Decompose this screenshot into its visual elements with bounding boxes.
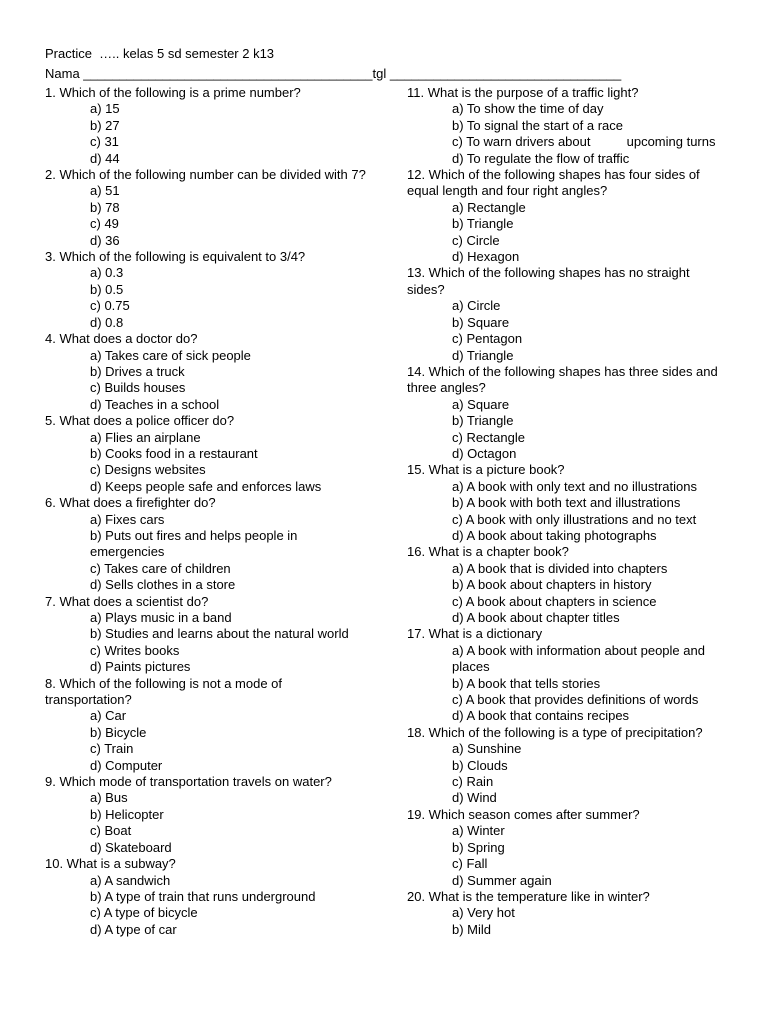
question-text: 12. Which of the following shapes has four sides of equal length and four right angles?	[407, 167, 700, 199]
option-c: c) 31	[90, 134, 119, 150]
option-c: c) 0.75	[90, 298, 130, 314]
question-17	[407, 626, 729, 724]
question-text: 13. Which of the following shapes has no straight sides?	[407, 265, 690, 297]
option-b: b) Triangle	[452, 216, 514, 232]
question-11	[407, 85, 729, 167]
option-b: b) A book about chapters in history	[452, 577, 652, 593]
option-d: d) Wind	[452, 790, 497, 806]
option-a: a) Circle	[452, 298, 501, 314]
option-a: a) Winter	[452, 823, 505, 839]
question-text: 18. Which of the following is a type of precipitation?	[407, 724, 703, 740]
option-c: c) Pentagon	[452, 331, 523, 347]
question-7	[45, 594, 367, 676]
option-d: d) Skateboard	[90, 839, 172, 855]
option-d: d) Sells clothes in a store	[90, 577, 236, 593]
option-d: d) Keeps people safe and enforces laws	[90, 478, 322, 494]
option-c: c) Rain	[452, 774, 494, 790]
question-text: 9. Which mode of transportation travels on water?	[45, 774, 332, 790]
option-d: d) Teaches in a school	[90, 396, 220, 412]
option-c: c) Designs websites	[90, 462, 206, 478]
question-18	[407, 725, 729, 807]
option-a: a) 51	[90, 183, 120, 199]
question-text: 14. Which of the following shapes has three sides and three angles?	[407, 363, 718, 396]
question-text: 11. What is the purpose of a traffic light?	[407, 85, 639, 100]
option-b: b) A type of train that runs underground	[90, 888, 316, 904]
option-a: a) Fixes cars	[90, 511, 165, 527]
question-text: 16. What is a chapter book?	[407, 544, 569, 560]
option-b: b) To signal the start of a race	[452, 117, 624, 133]
option-d: d) To regulate the flow of traffic	[452, 150, 630, 166]
option-c: c) A book with only illustrations and no text	[452, 511, 697, 527]
option-b: b) Clouds	[452, 757, 508, 773]
question-text: 8. Which of the following is not a mode of transportation?	[45, 675, 283, 708]
option-b: b) Triangle	[452, 413, 514, 429]
question-16	[407, 544, 729, 626]
question-text: 6. What does a firefighter do?	[45, 495, 216, 511]
question-20	[407, 889, 729, 938]
option-d: d) 44	[90, 150, 120, 166]
option-a: a) A sandwich	[90, 872, 171, 888]
right-column	[407, 85, 729, 938]
option-b: b) Cooks food in a restaurant	[90, 445, 258, 461]
option-a: a) 0.3	[90, 265, 124, 281]
option-b: b) Helicopter	[90, 806, 164, 822]
question-15	[407, 462, 729, 544]
question-19	[407, 807, 729, 889]
question-10	[45, 856, 367, 938]
option-a: a) To show the time of day	[452, 101, 604, 117]
option-c: c) Train	[90, 741, 134, 757]
question-9	[45, 774, 367, 856]
option-d: d) Triangle	[452, 347, 514, 363]
question-6	[45, 495, 367, 593]
question-text: 19. Which season comes after summer?	[407, 806, 640, 822]
question-5	[45, 413, 367, 495]
question-1	[45, 85, 367, 167]
option-c: c) Boat	[90, 823, 132, 839]
option-b: b) 27	[90, 117, 120, 133]
option-c: c) 49	[90, 216, 119, 232]
option-d: d) Summer again	[452, 872, 552, 888]
option-c: c) Takes care of children	[90, 560, 231, 576]
option-b: b) A book with both text and illustrations	[452, 495, 681, 511]
option-a: a) Square	[452, 396, 510, 412]
question-text: 20. What is the temperature like in winter?	[407, 888, 650, 904]
option-d: d) 36	[90, 232, 120, 248]
option-a: a) Very hot	[452, 905, 515, 921]
option-c: c) Circle	[452, 232, 500, 248]
option-a: a) Takes care of sick people	[90, 347, 251, 363]
option-d: d) A type of car	[90, 921, 177, 937]
left-column	[45, 85, 367, 938]
option-d: d) Hexagon	[452, 249, 520, 265]
option-c: c) To warn drivers about upcoming turns	[452, 134, 716, 150]
option-c: c) A type of bicycle	[90, 905, 198, 921]
option-a: a) A book that is divided into chapters	[452, 560, 668, 576]
question-8	[45, 676, 367, 774]
question-text: 2. Which of the following number can be divided with 7?	[45, 167, 366, 183]
option-b: b) Spring	[452, 839, 505, 855]
option-b: b) Puts out fires and helps people in emergencies	[90, 527, 298, 560]
question-text: 15. What is a picture book?	[407, 462, 565, 478]
option-b: b) 78	[90, 199, 120, 215]
option-a: a) Bus	[90, 790, 128, 806]
option-a: a) Rectangle	[452, 199, 526, 215]
question-13	[407, 265, 729, 363]
option-b: b) Bicycle	[90, 724, 147, 740]
option-d: d) Computer	[90, 757, 163, 773]
name-date-fields: Nama ________________________________________tgl ________________________________	[45, 66, 622, 81]
option-d: d) Octagon	[452, 445, 517, 461]
option-c: c) Builds houses	[90, 380, 186, 396]
option-b: b) Drives a truck	[90, 363, 185, 379]
question-text: 4. What does a doctor do?	[45, 331, 198, 347]
option-a: a) Sunshine	[452, 741, 522, 757]
question-text: 5. What does a police officer do?	[45, 413, 235, 429]
option-b: b) A book that tells stories	[452, 675, 601, 691]
question-text: 1. Which of the following is a prime number?	[45, 85, 301, 100]
question-text: 3. Which of the following is equivalent to 3/4?	[45, 249, 306, 265]
question-4	[45, 331, 367, 413]
option-a: a) Plays music in a band	[90, 610, 232, 625]
option-d: d) 0.8	[90, 314, 124, 330]
question-2	[45, 167, 367, 249]
option-d: d) Paints pictures	[90, 659, 191, 675]
question-text: 17. What is a dictionary	[407, 626, 543, 642]
worksheet-title: Practice ….. kelas 5 sd semester 2 k13	[45, 46, 275, 61]
option-a: a) Car	[90, 708, 127, 724]
option-a: a) 15	[90, 101, 120, 117]
option-d: d) A book about chapter titles	[452, 610, 620, 625]
option-c: c) Rectangle	[452, 429, 525, 445]
question-14	[407, 364, 729, 462]
option-b: b) Mild	[452, 921, 492, 937]
option-c: c) Fall	[452, 856, 488, 872]
option-a: a) A book with information about people and places	[452, 642, 705, 675]
question-text: 7. What does a scientist do?	[45, 593, 209, 609]
question-3	[45, 249, 367, 331]
option-a: a) Flies an airplane	[90, 429, 201, 445]
option-d: d) A book that contains recipes	[452, 708, 630, 724]
option-c: c) A book that provides definitions of words	[452, 692, 699, 708]
option-a: a) A book with only text and no illustrations	[452, 478, 697, 494]
option-b: b) 0.5	[90, 281, 124, 297]
option-d: d) A book about taking photographs	[452, 527, 657, 543]
question-12	[407, 167, 729, 265]
option-c: c) Writes books	[90, 642, 180, 658]
option-c: c) A book about chapters in science	[452, 593, 657, 609]
option-b: b) Studies and learns about the natural world	[90, 626, 349, 642]
option-b: b) Square	[452, 314, 510, 330]
question-text: 10. What is a subway?	[45, 856, 176, 872]
